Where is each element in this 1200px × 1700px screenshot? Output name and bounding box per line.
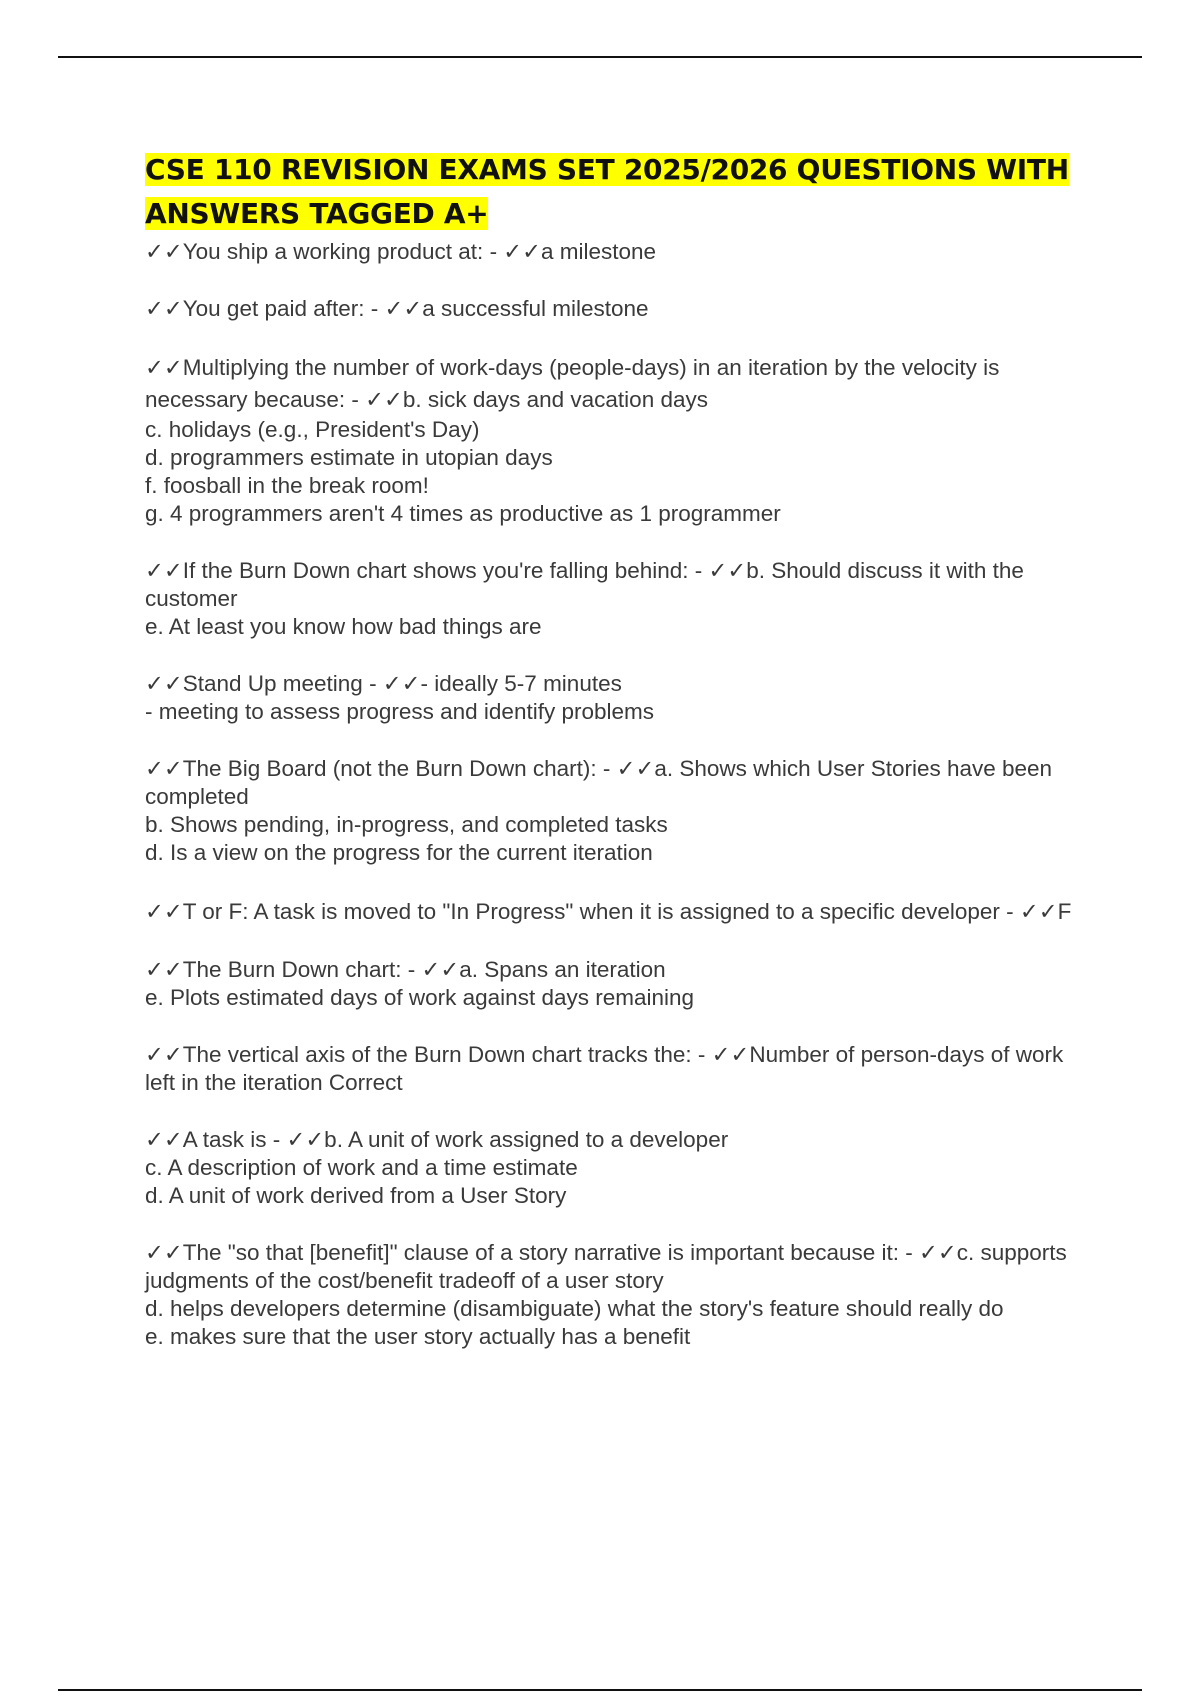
qa-question: ✓✓Multiplying the number of work-days (people-days) in an iteration by the velocity is necessary because: - ✓✓b. sick days and vacation days [145,355,1000,412]
top-rule [58,56,1142,58]
qa-question: ✓✓If the Burn Down chart shows you're falling behind: - ✓✓b. Should discuss it with the customer [145,558,1024,611]
qa-question: ✓✓A task is - ✓✓b. A unit of work assigned to a developer [145,1127,729,1152]
qa-question: ✓✓You ship a working product at: - ✓✓a milestone [145,239,657,264]
qa-item-7 [145,896,1095,927]
qa-item-3 [145,352,1095,528]
document-title [145,148,1095,236]
qa-answer-line: f. foosball in the break room! [145,473,429,498]
qa-item-8 [145,956,1095,1012]
qa-answer-line: e. makes sure that the user story actually has a benefit [145,1324,691,1349]
qa-answer-line: c. A description of work and a time estimate [145,1155,578,1180]
qa-question: ✓✓The "so that [benefit]" clause of a story narrative is important because it: - ✓✓c. supports judgments of the cost/benefit tradeoff of a user story [145,1240,1067,1293]
qa-answer-line: b. Shows pending, in-progress, and completed tasks [145,812,668,837]
qa-question: ✓✓T or F: A task is moved to "In Progress" when it is assigned to a specific developer - ✓✓F [145,899,1072,924]
qa-answer-line: c. holidays (e.g., President's Day) [145,417,480,442]
qa-question: ✓✓You get paid after: - ✓✓a successful milestone [145,296,649,321]
document-body [145,148,1095,1380]
qa-answer-line: - meeting to assess progress and identify problems [145,699,654,724]
qa-item-1 [145,238,1095,266]
qa-answer-line: d. A unit of work derived from a User Story [145,1183,567,1208]
bottom-rule [58,1689,1142,1691]
qa-item-10 [145,1126,1095,1210]
qa-answer-line: g. 4 programmers aren't 4 times as productive as 1 programmer [145,501,781,526]
qa-item-5 [145,670,1095,726]
qa-answer-line: e. Plots estimated days of work against days remaining [145,985,695,1010]
qa-answer-line: d. Is a view on the progress for the current iteration [145,840,653,865]
qa-question: ✓✓The Burn Down chart: - ✓✓a. Spans an iteration [145,957,666,982]
qa-item-11 [145,1239,1095,1351]
qa-item-4 [145,557,1095,641]
qa-answer-line: d. programmers estimate in utopian days [145,445,553,470]
qa-question: ✓✓The vertical axis of the Burn Down chart tracks the: - ✓✓Number of person-days of work left in the iteration Correct [145,1042,1064,1095]
qa-question: ✓✓Stand Up meeting - ✓✓- ideally 5-7 minutes [145,671,622,696]
qa-item-6 [145,755,1095,867]
document-title-text: CSE 110 REVISION EXAMS SET 2025/2026 QUESTIONS WITH ANSWERS TAGGED A+ [145,153,1069,230]
qa-question: ✓✓The Big Board (not the Burn Down chart): - ✓✓a. Shows which User Stories have been completed [145,756,1053,809]
qa-answer-line: d. helps developers determine (disambiguate) what the story's feature should really do [145,1296,1004,1321]
qa-item-2 [145,295,1095,323]
qa-answer-line: e. At least you know how bad things are [145,614,542,639]
qa-item-9 [145,1041,1095,1097]
